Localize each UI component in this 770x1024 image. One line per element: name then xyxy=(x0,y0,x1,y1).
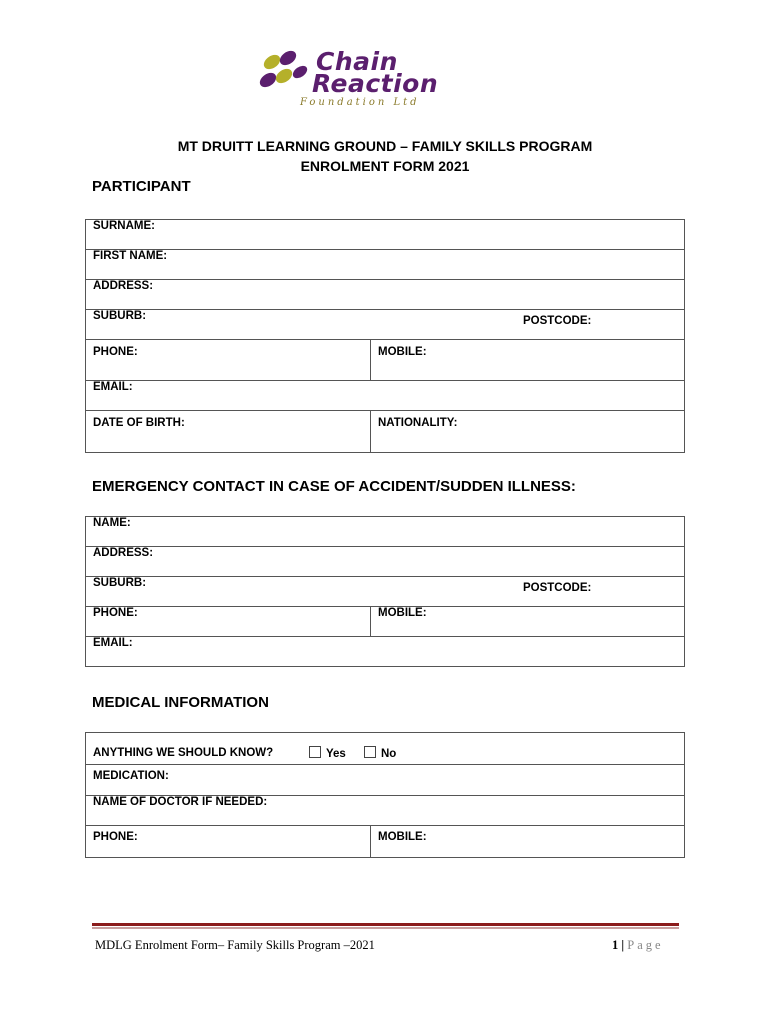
yes-option[interactable] xyxy=(309,746,346,760)
medical-mobile-field[interactable] xyxy=(371,826,685,858)
page-separator: | xyxy=(621,938,625,952)
medical-phone-label: PHONE: xyxy=(93,831,138,843)
yes-checkbox[interactable] xyxy=(309,746,321,758)
logo-line-2: Reaction xyxy=(312,69,439,98)
logo-line-3: Foundation Ltd xyxy=(300,97,420,108)
form-subtitle: ENROLMENT FORM 2021 xyxy=(300,158,470,174)
medical-mobile-label: MOBILE: xyxy=(378,831,427,843)
first-name-field[interactable] xyxy=(86,250,685,280)
medical-phone-field[interactable] xyxy=(86,826,371,858)
mobile-label: MOBILE: xyxy=(378,346,427,358)
doctor-label: NAME OF DOCTOR IF NEEDED: xyxy=(93,796,268,808)
chain-links-icon xyxy=(258,48,318,100)
surname-label: SURNAME: xyxy=(93,220,155,232)
chain-reaction-logo xyxy=(258,44,528,114)
medication-label: MEDICATION: xyxy=(93,770,169,782)
no-checkbox[interactable] xyxy=(364,746,376,758)
anything-label: ANYTHING WE SHOULD KNOW? xyxy=(93,747,274,759)
logo-line-1: Chain xyxy=(316,47,398,76)
yes-label: Yes xyxy=(326,748,346,760)
nationality-field[interactable] xyxy=(371,411,685,453)
participant-table xyxy=(85,219,685,453)
emergency-postcode-label: POSTCODE: xyxy=(523,582,592,594)
emergency-suburb-label: SUBURB: xyxy=(93,577,147,589)
email-field[interactable] xyxy=(86,381,685,411)
emergency-address-field[interactable] xyxy=(86,547,685,577)
emergency-suburb-field[interactable] xyxy=(86,577,685,607)
address-label: ADDRESS: xyxy=(93,280,154,292)
emergency-mobile-field[interactable] xyxy=(371,607,685,637)
first-name-label: FIRST NAME: xyxy=(93,250,168,262)
phone-label: PHONE: xyxy=(93,346,138,358)
no-label: No xyxy=(381,748,397,760)
emergency-table xyxy=(85,516,685,667)
surname-field[interactable] xyxy=(86,220,685,250)
emergency-name-field[interactable] xyxy=(86,517,685,547)
footer-rule-shadow xyxy=(92,927,679,929)
anything-field xyxy=(86,733,685,765)
phone-field[interactable] xyxy=(86,340,371,381)
emergency-email-label: EMAIL: xyxy=(93,637,133,649)
page-indicator xyxy=(612,938,664,953)
medical-heading: MEDICAL INFORMATION xyxy=(92,694,269,711)
doctor-field[interactable] xyxy=(86,796,685,826)
participant-heading: PARTICIPANT xyxy=(92,178,191,195)
medication-field[interactable] xyxy=(86,765,685,796)
medical-table xyxy=(85,732,685,858)
dob-field[interactable] xyxy=(86,411,371,453)
suburb-label: SUBURB: xyxy=(93,310,147,322)
emergency-phone-field[interactable] xyxy=(86,607,371,637)
postcode-label: POSTCODE: xyxy=(523,315,592,327)
emergency-address-label: ADDRESS: xyxy=(93,547,154,559)
suburb-field[interactable] xyxy=(86,310,685,340)
emergency-name-label: NAME: xyxy=(93,517,131,529)
nationality-label: NATIONALITY: xyxy=(378,417,458,429)
email-label: EMAIL: xyxy=(93,381,133,393)
page-number: 1 xyxy=(612,938,619,952)
address-field[interactable] xyxy=(86,280,685,310)
emergency-heading: EMERGENCY CONTACT IN CASE OF ACCIDENT/SUDDEN ILLNESS: xyxy=(92,478,576,495)
emergency-mobile-label: MOBILE: xyxy=(378,607,427,619)
page-word: Page xyxy=(627,938,664,952)
emergency-email-field[interactable] xyxy=(86,637,685,667)
form-title: MT DRUITT LEARNING GROUND – FAMILY SKILLS PROGRAM xyxy=(177,138,593,154)
dob-label: DATE OF BIRTH: xyxy=(93,417,185,429)
no-option[interactable] xyxy=(364,746,396,760)
emergency-phone-label: PHONE: xyxy=(93,607,138,619)
mobile-field[interactable] xyxy=(371,340,685,381)
footer-rule xyxy=(92,923,679,926)
footer-text: MDLG Enrolment Form– Family Skills Program –2021 xyxy=(95,938,375,952)
